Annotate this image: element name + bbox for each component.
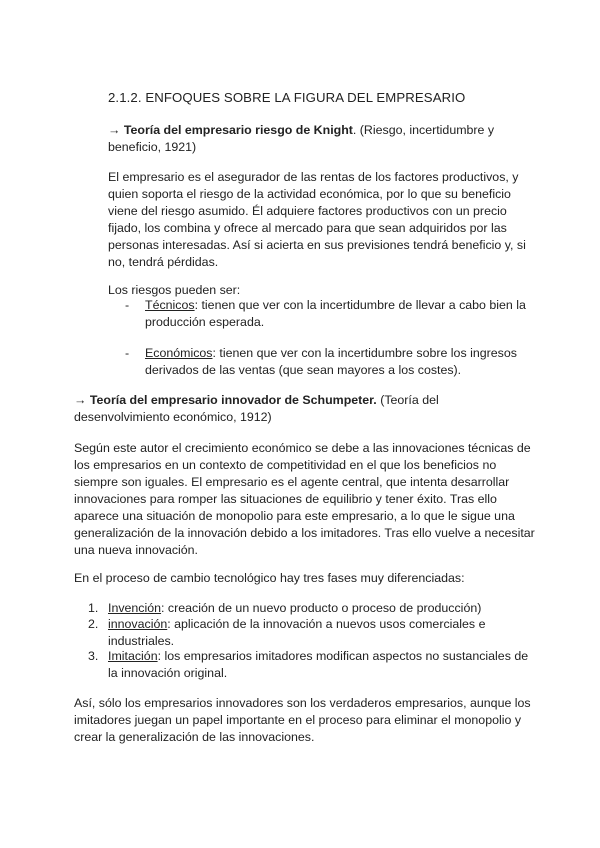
risk-item-technical bbox=[125, 297, 533, 331]
risk-text: : tienen que ver con la incertidumbre de llevar a cabo bien la producción esperada. bbox=[145, 298, 526, 329]
list-number: 2. bbox=[88, 617, 99, 631]
phase-item-invention bbox=[88, 600, 530, 617]
risks-intro: Los riesgos pueden ser: bbox=[108, 283, 241, 297]
knight-heading-line bbox=[108, 122, 528, 156]
risk-term: Económicos bbox=[145, 346, 213, 360]
schumpeter-heading-line bbox=[74, 392, 536, 426]
list-number: 3. bbox=[88, 649, 99, 663]
arrow-icon: → bbox=[74, 393, 87, 407]
knight-subtitle: (Riesgo, incertidumbre y beneficio, 1921) bbox=[108, 123, 495, 154]
risk-term: Técnicos bbox=[145, 298, 195, 312]
phase-item-imitation bbox=[88, 648, 530, 682]
phase-term: innovación bbox=[108, 617, 168, 631]
phases-intro: En el proceso de cambio tecnológico hay tres fases muy diferenciadas: bbox=[74, 571, 465, 585]
phase-term: Invención bbox=[108, 601, 162, 615]
conclusion-paragraph: Así, sólo los empresarios innovadores son los verdaderos empresarios, aunque los imitadores juegan un papel importante en el proceso para eliminar el monopolio y crear la generalización de las innovaciones. bbox=[74, 696, 531, 744]
phase-text: : los empresarios imitadores modifican aspectos no sustanciales de la innovación original. bbox=[108, 649, 529, 680]
knight-heading: Teoría del empresario riesgo de Knight bbox=[123, 123, 353, 137]
phase-item-innovation bbox=[88, 616, 530, 650]
risk-text: : tienen que ver con la incertidumbre sobre los ingresos derivados de las ventas (que sean mayores a los costes). bbox=[145, 346, 517, 377]
risk-item-economic bbox=[125, 345, 533, 379]
schumpeter-heading: Teoría del empresario innovador de Schumpeter. bbox=[89, 393, 377, 407]
schumpeter-paragraph: Según este autor el crecimiento económico se debe a las innovaciones técnicas de los empresarios en un contexto de competitividad en el que los beneficios no siempre son iguales. El empresario es el agente central, que intenta desarrollar innovaciones para romper las situaciones de equilibrio y tener éxito. Tras ello aparece una situación de monopolio para este empresario, a lo que le sigue una generalización de la innovación debido a los imitadores. Tras ello vuelve a necesitar una nueva innovación. bbox=[74, 441, 535, 557]
phase-term: Imitación bbox=[108, 649, 158, 663]
arrow-icon: → bbox=[108, 123, 121, 137]
bullet-marker: - bbox=[125, 346, 130, 360]
knight-paragraph: El empresario es el asegurador de las rentas de los factores productivos, y quien soporta el riesgo de la actividad económica, por lo que su beneficio viene del riesgo asumido. Él adquiere factores productivos con un precio fijado, los combina y ofrece al mercado para que sean adquiridos por las personas interesadas. Así si acierta en sus previsiones tendrá beneficio y, si no, tendrá pérdidas. bbox=[108, 170, 526, 269]
list-number: 1. bbox=[88, 601, 99, 615]
bullet-marker: - bbox=[125, 298, 130, 312]
schumpeter-subtitle: (Teoría del desenvolvimiento económico, 1912) bbox=[74, 393, 439, 424]
phase-text: : creación de un nuevo producto o proceso de producción) bbox=[161, 601, 482, 615]
phase-text: : aplicación de la innovación a nuevos usos comerciales e industriales. bbox=[108, 617, 486, 648]
section-title: 2.1.2. ENFOQUES SOBRE LA FIGURA DEL EMPRESARIO bbox=[108, 90, 466, 105]
knight-heading-period: . bbox=[352, 123, 357, 137]
